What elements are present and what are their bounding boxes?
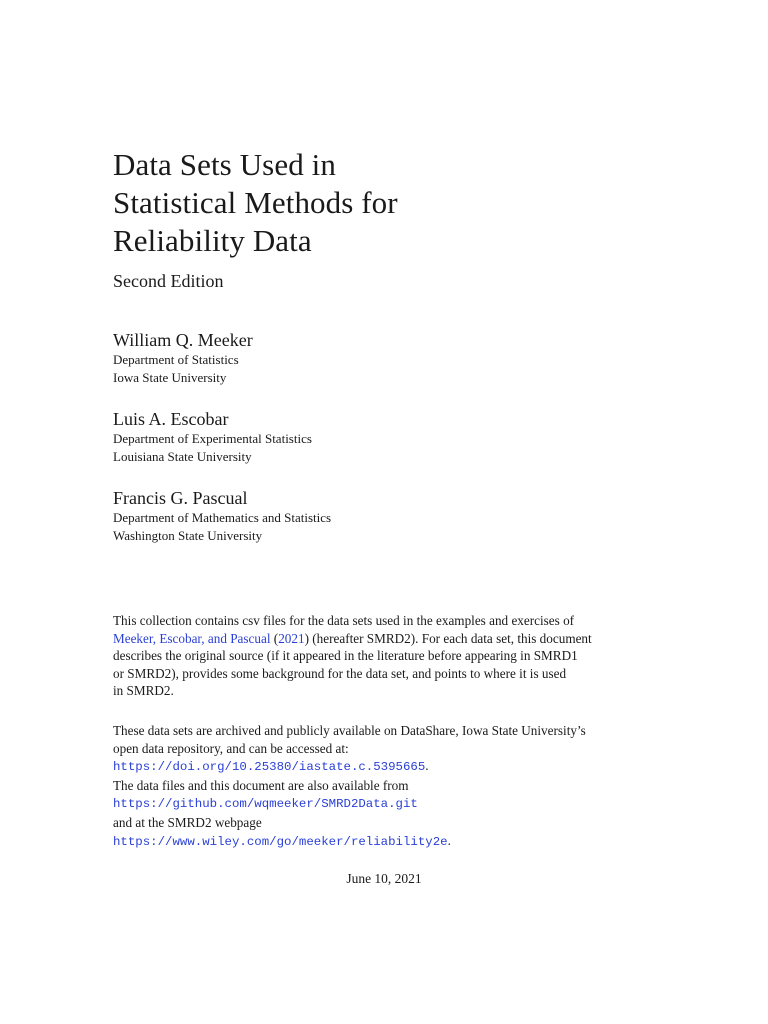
- github-link[interactable]: https://github.com/wqmeeker/SMRD2Data.git: [113, 797, 418, 812]
- availability-paragraph: [113, 722, 658, 851]
- document-title-line-2: Statistical Methods for: [113, 185, 398, 220]
- author-meeker: [113, 329, 613, 387]
- wiley-period: .: [447, 832, 451, 848]
- author-department: Department of Experimental Statistics: [113, 431, 312, 446]
- intro-line: This collection contains csv files for the data sets used in the examples and exercises of: [113, 613, 575, 628]
- intro-line: or SMRD2), provides some background for the data set, and points to where it is used: [113, 665, 567, 681]
- availability-line: [113, 757, 658, 777]
- author-department: Department of Mathematics and Statistics: [113, 510, 332, 525]
- citation-authors-link[interactable]: Meeker, Escobar, and Pascual: [113, 630, 271, 646]
- document-title-line-3: Reliability Data: [113, 223, 312, 258]
- author-escobar: [113, 408, 613, 466]
- document-date: June 10, 2021: [346, 871, 422, 886]
- intro-line: describes the original source (if it appeared in the literature before appearing in SMRD1: [113, 648, 578, 664]
- doi-period: .: [425, 758, 429, 774]
- document-title-line-1: Data Sets Used in: [113, 147, 336, 182]
- availability-line: These data sets are archived and publicly available on DataShare, Iowa State University’s: [113, 723, 586, 738]
- author-name: Luis A. Escobar: [113, 409, 229, 429]
- intro-paragraph: [113, 612, 658, 700]
- availability-line: [113, 794, 658, 814]
- edition-label: Second Edition: [113, 271, 224, 291]
- intro-line: [113, 630, 658, 648]
- author-pascual: [113, 487, 613, 545]
- author-name: Francis G. Pascual: [113, 488, 248, 508]
- author-department: Department of Statistics: [113, 352, 239, 367]
- intro-line: in SMRD2.: [113, 683, 174, 699]
- author-university: Washington State University: [113, 528, 263, 543]
- title-block: [113, 146, 633, 292]
- availability-line: [113, 832, 658, 852]
- intro-line-rest: ) (hereafter SMRD2). For each data set, this document: [304, 630, 592, 646]
- availability-line: open data repository, and can be accessed at:: [113, 740, 349, 756]
- citation-open: (: [270, 630, 279, 646]
- author-name: William Q. Meeker: [113, 330, 253, 350]
- availability-line: The data files and this document are also available from: [113, 777, 409, 793]
- doi-link[interactable]: https://doi.org/10.25380/iastate.c.5395665: [113, 760, 426, 775]
- wiley-link[interactable]: https://www.wiley.com/go/meeker/reliability2e: [113, 834, 448, 849]
- author-university: Louisiana State University: [113, 449, 252, 464]
- citation-year-link[interactable]: 2021: [278, 630, 305, 646]
- availability-line: and at the SMRD2 webpage: [113, 814, 262, 830]
- author-university: Iowa State University: [113, 370, 227, 385]
